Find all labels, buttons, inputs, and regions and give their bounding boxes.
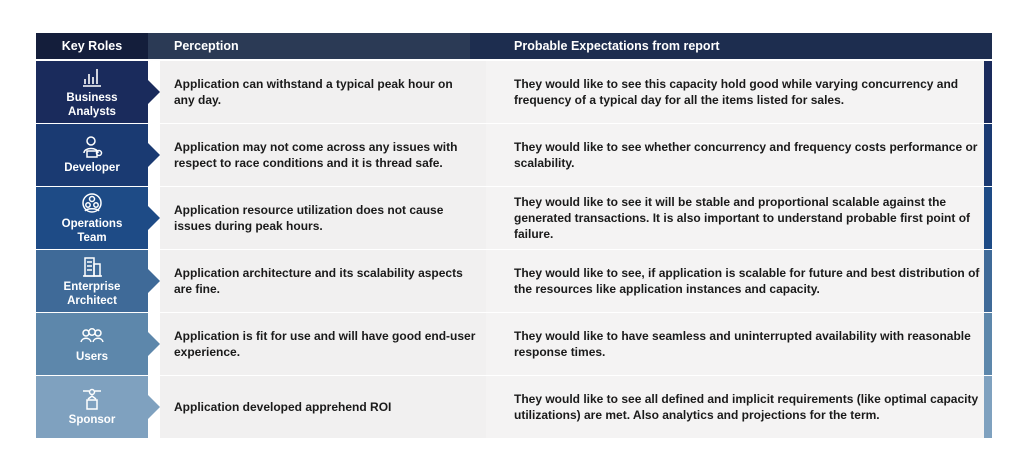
header-key-roles: Key Roles	[36, 33, 148, 59]
role-label: Business Analysts	[66, 92, 118, 118]
table-row	[36, 61, 992, 123]
header-expectations: Probable Expectations from report	[470, 33, 992, 59]
role-label: Enterprise Architect	[63, 281, 121, 307]
role-cell	[36, 250, 148, 312]
table-row	[36, 376, 992, 438]
role-arrow	[148, 206, 160, 230]
expectation-cell: They would like to see all defined and implicit requirements (like optimal capacity utilizations) are met. Also analytics and projections for the term.	[486, 376, 992, 438]
table-row	[36, 187, 992, 249]
roles-expectations-table	[36, 33, 992, 441]
perception-cell: Application architecture and its scalability aspects are fine.	[160, 250, 486, 312]
role-label: Users	[76, 351, 108, 363]
row-color-band	[984, 313, 992, 375]
team-gear-icon	[79, 191, 105, 215]
chart-bars-icon	[79, 65, 105, 89]
role-cell	[36, 376, 148, 438]
users-group-icon	[79, 324, 105, 348]
row-color-band	[984, 187, 992, 249]
role-label: Developer	[64, 162, 120, 174]
row-color-band	[984, 376, 992, 438]
role-arrow	[148, 143, 160, 167]
row-color-band	[984, 250, 992, 312]
role-cell	[36, 313, 148, 375]
role-label: Operations Team	[61, 218, 123, 244]
row-color-band	[984, 61, 992, 123]
sponsor-podium-icon	[79, 387, 105, 411]
role-arrow	[148, 80, 160, 104]
table-row	[36, 124, 992, 186]
role-arrow	[148, 332, 160, 356]
role-cell	[36, 124, 148, 186]
perception-cell: Application developed apprehend ROI	[160, 376, 486, 438]
perception-cell: Application is fit for use and will have good end-user experience.	[160, 313, 486, 375]
header-perception: Perception	[148, 33, 470, 59]
building-icon	[79, 254, 105, 278]
expectation-cell: They would like to see, if application is scalable for future and best distribution of the resources like application instances and capacity.	[486, 250, 992, 312]
perception-cell: Application can withstand a typical peak hour on any day.	[160, 61, 486, 123]
expectation-cell: They would like to see this capacity hold good while varying concurrency and frequency of a typical day for all the items listed for sales.	[486, 61, 992, 123]
table-row	[36, 250, 992, 312]
perception-cell: Application resource utilization does not cause issues during peak hours.	[160, 187, 486, 249]
expectation-cell: They would like to have seamless and uninterrupted availability with reasonable response times.	[486, 313, 992, 375]
role-arrow	[148, 269, 160, 293]
perception-cell: Application may not come across any issues with respect to race conditions and it is thread safe.	[160, 124, 486, 186]
role-label: Sponsor	[68, 414, 116, 426]
table-row	[36, 313, 992, 375]
row-color-band	[984, 124, 992, 186]
role-cell	[36, 61, 148, 123]
developer-laptop-icon	[79, 135, 105, 159]
expectation-cell: They would like to see it will be stable and proportional scalable against the generated transactions. It is also important to understand probable first point of failure.	[486, 187, 992, 249]
role-cell	[36, 187, 148, 249]
expectation-cell: They would like to see whether concurrency and frequency costs performance or scalability.	[486, 124, 992, 186]
role-arrow	[148, 395, 160, 419]
